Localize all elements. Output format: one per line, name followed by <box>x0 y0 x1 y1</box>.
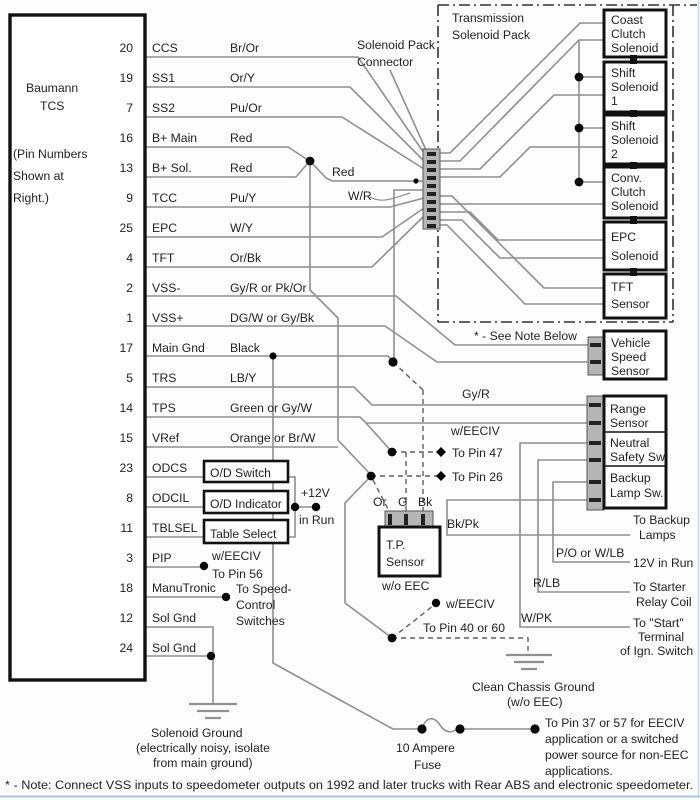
pack-label2: Solenoid Pack <box>452 28 530 42</box>
range-l4: Safety Sw <box>610 450 665 464</box>
pin-name-15: VRef <box>152 431 180 445</box>
pin-number-24: 24 <box>119 641 133 655</box>
s2-l2: Solenoid <box>611 133 659 147</box>
wires <box>145 23 630 732</box>
label-backup1: To Backup <box>633 513 690 527</box>
wire-red-branch <box>310 161 371 475</box>
connector-label1: Solenoid Pack <box>357 38 435 52</box>
label-pin47: To Pin 47 <box>452 446 503 460</box>
pin-number-15: 15 <box>119 431 133 445</box>
coast-l2: Clutch <box>611 27 646 41</box>
pin-color-9: Pu/Y <box>230 191 257 205</box>
conv-l2: Clutch <box>611 185 646 199</box>
tp-bk: Bk <box>418 495 433 509</box>
wire-solgnd24 <box>145 656 213 703</box>
pin-color-2: Gy/R or Pk/Or <box>230 281 307 295</box>
pin-name-19: SS1 <box>152 71 176 85</box>
wire-epc-b <box>439 220 604 258</box>
pin-name-17: Main Gnd <box>152 341 205 355</box>
od-switch-label: O/D Switch <box>210 466 271 480</box>
label-backup2: Lamps <box>639 528 676 542</box>
controller-sub3: Right.) <box>13 191 49 205</box>
conv-l3: Solenoid <box>611 199 659 213</box>
pin-color-20: Br/Or <box>230 41 260 55</box>
fuse-r3: power source for non-EEC <box>545 748 689 762</box>
wire-tft <box>145 216 424 267</box>
solenoid-ground-symbol <box>189 704 237 718</box>
s1-l2: Solenoid <box>611 80 659 94</box>
fuse-squiggle <box>422 719 459 732</box>
label-weeciv-up: w/EECIV <box>451 424 500 438</box>
pin-number-16: 16 <box>119 131 133 145</box>
wire-tps-branch <box>366 423 392 452</box>
wire-bmain <box>145 147 308 160</box>
solgnd-l3: from main ground) <box>153 756 253 770</box>
label-pin26: To Pin 26 <box>452 470 503 484</box>
pin-name-24: Sol Gnd <box>152 641 197 655</box>
pin-name-3: PIP <box>152 551 172 565</box>
wire-epc <box>145 208 424 237</box>
pin-number-3: 3 <box>126 551 133 565</box>
dash-chassis <box>392 638 528 652</box>
pin-name-18: ManuTronic <box>152 581 216 595</box>
label-red: Red <box>332 165 355 179</box>
pin-color-17: Black <box>230 341 260 355</box>
vss-l3: Sensor <box>611 364 650 378</box>
pin-name-14: TPS <box>152 401 176 415</box>
vss-l1: Vehicle <box>611 336 651 350</box>
pin-name-12: Sol Gnd <box>152 611 197 625</box>
wire-epc-a <box>439 212 604 240</box>
vss-connector <box>588 337 604 375</box>
label-pin4060: To Pin 40 or 60 <box>423 621 505 635</box>
connector-label2: Connector <box>357 55 414 69</box>
pin-number-12: 12 <box>119 611 133 625</box>
epc-l1: EPC <box>611 230 637 244</box>
range-l6: Lamp Sw. <box>610 486 664 500</box>
pin-color-4: Or/Bk <box>230 251 262 265</box>
manu-l2: Control <box>236 598 276 612</box>
tp-or: Or <box>373 495 387 509</box>
pin-name-8: ODCIL <box>152 491 190 505</box>
pin-number-17: 17 <box>119 341 133 355</box>
chassis-l2: (w/o EEC) <box>507 695 563 709</box>
tp-l1: T.P. <box>386 538 406 552</box>
pin-number-18: 18 <box>119 581 133 595</box>
table-select-label: Table Select <box>210 527 277 541</box>
tp-sub: w/o EEC <box>382 579 430 593</box>
fuse-r2: application or a switched <box>545 732 679 746</box>
s1-l3: 1 <box>611 94 618 108</box>
pin-name-25: EPC <box>152 221 178 235</box>
pin-color-16: Red <box>230 131 253 145</box>
pin-number-1: 1 <box>126 311 133 325</box>
controller-sub2: Shown at <box>13 169 64 183</box>
fuse-r4: applications. <box>545 764 613 778</box>
label-gyr: Gy/R <box>462 387 490 401</box>
label-in-run: in Run <box>299 513 335 527</box>
fuse-r1: To Pin 37 or 57 for EECIV <box>545 716 685 730</box>
pin-name-11: TBLSEL <box>152 521 198 535</box>
chassis-ground-symbol <box>506 655 552 669</box>
label-starter2: Relay Coil <box>636 595 692 609</box>
manu-l3: Switches <box>236 614 285 628</box>
chassis-l1: Clean Chassis Ground <box>472 680 595 694</box>
pin-number-19: 19 <box>119 71 133 85</box>
pin-number-25: 25 <box>119 221 133 235</box>
label-12v: +12V <box>301 486 330 500</box>
label-wpk: W/PK <box>521 611 553 625</box>
pin-color-13: Red <box>230 161 253 175</box>
pin-number-5: 5 <box>126 371 133 385</box>
pin-name-1: VSS+ <box>152 311 184 325</box>
range-l2: Sensor <box>610 416 649 430</box>
wire-red <box>310 161 424 181</box>
pin-name-5: TRS <box>152 371 177 385</box>
manu-l1: To Speed- <box>236 582 292 596</box>
range-l1: Range <box>610 402 646 416</box>
label-wr: W/R <box>348 189 372 203</box>
pin-number-2: 2 <box>126 281 133 295</box>
pin-name-13: B+ Sol. <box>152 161 192 175</box>
range-l3: Neutral <box>610 436 650 450</box>
s2-l3: 2 <box>611 147 618 161</box>
pin-name-2: VSS- <box>152 281 181 295</box>
label-starter1: To Starter <box>633 580 686 594</box>
pip-weeciv: w/EECIV <box>212 549 261 563</box>
label-po: P/O or W/LB <box>556 546 625 560</box>
pin-name-7: SS2 <box>152 101 176 115</box>
coast-l1: Coast <box>611 13 643 27</box>
od-indicator-label: O/D Indicator <box>210 497 282 511</box>
wr-pointer <box>370 193 410 200</box>
tftbox-l2: Sensor <box>611 297 650 311</box>
tftbox-l1: TFT <box>611 280 634 294</box>
pin-number-20: 20 <box>119 41 133 55</box>
pin-number-7: 7 <box>126 101 133 115</box>
pin-number-13: 13 <box>119 161 133 175</box>
pin-name-20: CCS <box>152 41 178 55</box>
see-note-label: * - See Note Below <box>474 329 577 343</box>
controller-title2: TCS <box>40 99 65 113</box>
s1-l1: Shift <box>611 66 636 80</box>
tp-connector <box>385 511 433 527</box>
pin-number-8: 8 <box>126 491 133 505</box>
pin-number-4: 4 <box>126 251 133 265</box>
pin-color-5: LB/Y <box>230 371 257 385</box>
range-l5: Backup <box>610 471 651 485</box>
range-connector <box>587 396 604 510</box>
controller-title: Baumann <box>26 81 79 95</box>
vss-l2: Speed <box>611 350 647 364</box>
label-bkpk: Bk/Pk <box>447 517 479 531</box>
pack-label1: Transmission <box>452 11 525 25</box>
epc-l2: Solenoid <box>611 249 659 263</box>
s2-l1: Shift <box>611 119 636 133</box>
label-rlb: R/LB <box>533 576 561 590</box>
pin-number-23: 23 <box>119 461 133 475</box>
tp-l2: Sensor <box>386 555 425 569</box>
label-start2: Terminal <box>638 630 685 644</box>
pin-number-14: 14 <box>119 401 133 415</box>
pin-color-1: DG/W or Gy/Bk <box>230 311 314 325</box>
pin-color-7: Pu/Or <box>230 101 262 115</box>
tp-g: G <box>398 495 408 509</box>
dash-wr-diag <box>393 362 423 390</box>
pin-number-9: 9 <box>126 191 133 205</box>
wire-tps <box>145 417 587 423</box>
pip-topin56: To Pin 56 <box>212 567 263 581</box>
solgnd-l1: Solenoid Ground <box>151 726 243 740</box>
label-weeciv-low: w/EECIV <box>446 597 495 611</box>
label-start3: of Ign. Switch <box>620 644 694 658</box>
controller-sub1: (Pin Numbers <box>13 147 88 161</box>
pin-color-15: Orange or Br/W <box>230 431 316 445</box>
solgnd-l2: (electrically noisy, isolate <box>136 741 270 755</box>
pin-name-9: TCC <box>152 191 178 205</box>
diamond-pin47 <box>436 447 446 457</box>
pin-name-23: ODCS <box>152 461 188 475</box>
wire-trs <box>145 387 587 405</box>
label-12v-run: 12V in Run <box>633 556 694 570</box>
pin-color-19: Or/Y <box>230 71 256 85</box>
conv-l1: Conv. <box>611 171 642 185</box>
wire-tcc <box>145 198 424 207</box>
wire-ss1 <box>145 87 424 161</box>
diamond-pin26 <box>436 471 446 481</box>
pin-name-16: B+ Main <box>152 131 198 145</box>
wire-main-gnd <box>145 356 393 361</box>
fuse-l2: Fuse <box>414 758 442 772</box>
pin-name-4: TFT <box>152 251 175 265</box>
label-start1: To "Start" <box>633 616 684 630</box>
pin-color-25: W/Y <box>230 221 254 235</box>
fuse-l1: 10 Ampere <box>396 741 455 755</box>
pin-color-14: Green or Gy/W <box>230 401 312 415</box>
coast-l3: Solenoid <box>611 41 659 55</box>
pin-number-11: 11 <box>120 521 133 535</box>
footnote: * - Note: Connect VSS inputs to speedometer outputs on 1992 and later trucks with Rear ABS and electronic speedometer. <box>5 778 694 792</box>
